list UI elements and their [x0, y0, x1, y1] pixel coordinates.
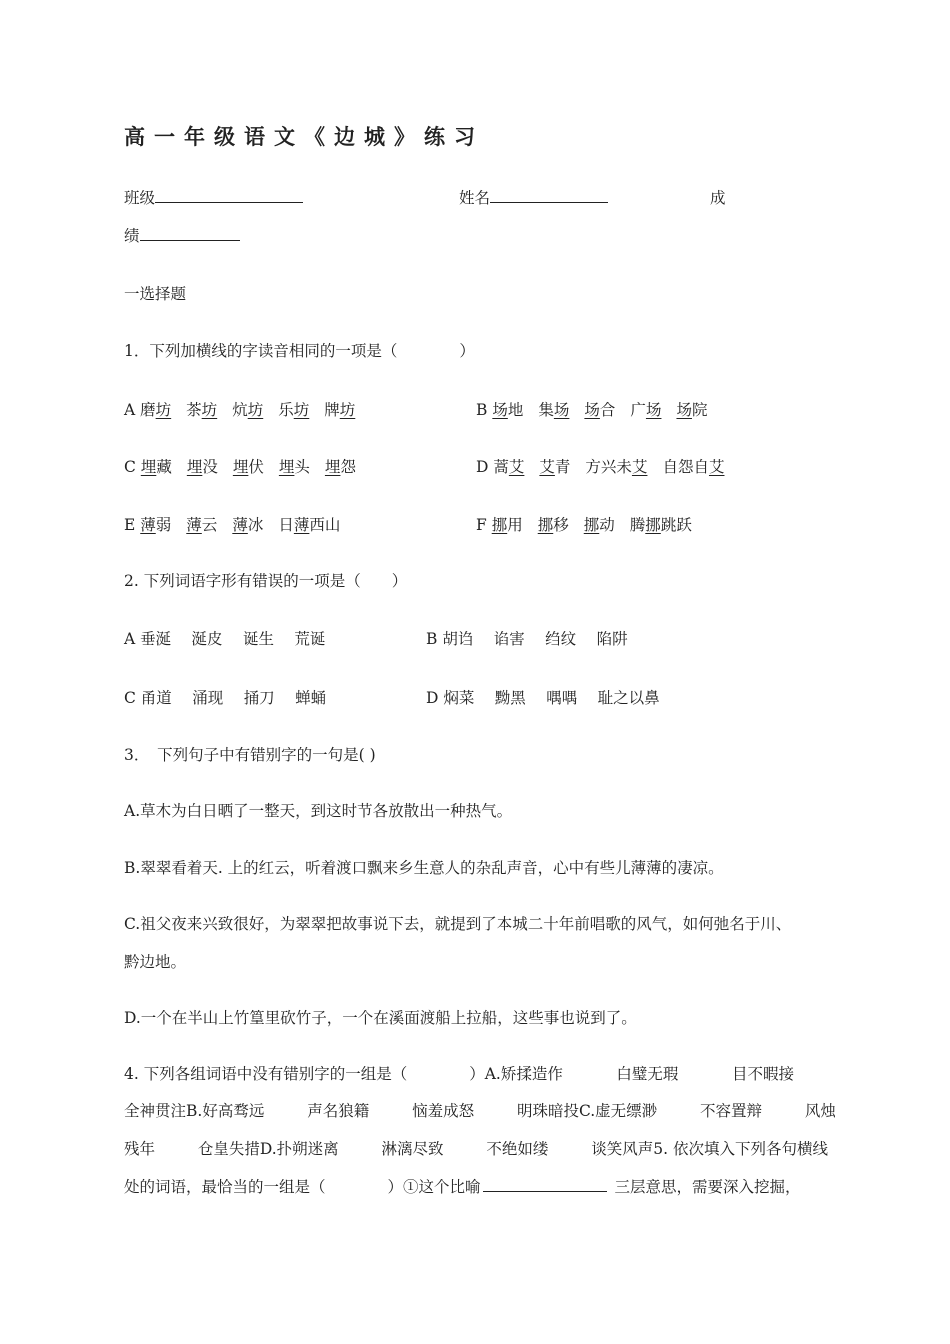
underlined-char: 埋: [324, 458, 341, 476]
option-word: 埋怨: [324, 458, 356, 476]
class-label: 班级: [124, 189, 156, 207]
q1-option-b: [476, 398, 707, 420]
option-word: 蒿艾: [493, 458, 525, 476]
underlined-char: 场: [676, 401, 692, 419]
option-word: 薄弱: [140, 516, 172, 534]
q2-option-c: C 甬道 涌现 捅刀 蝉蛹: [124, 689, 327, 707]
option-word: 埋伏: [232, 458, 264, 476]
q4-segment: 残年: [124, 1140, 156, 1158]
underlined-char: 埋: [140, 458, 157, 476]
q2-option-d: D 焖菜 黝黑 喁喁 耻之以鼻: [426, 689, 660, 707]
q4-segment: 不容置辩: [700, 1102, 763, 1120]
option-word: 集场: [538, 401, 570, 419]
q4-line-4: [124, 1175, 801, 1197]
underlined-char: 埋: [186, 458, 203, 476]
q3-option-d: D.一个在半山上竹篁里砍竹子，一个在溪面渡船上拉船，这些事也说到了。: [124, 1009, 637, 1027]
q1-option-a: [124, 398, 355, 420]
score-blank[interactable]: [140, 225, 240, 241]
page-title: 高一年级语文《边城》练习: [124, 124, 484, 149]
underlined-char: 薄: [140, 516, 156, 534]
q4-segment: 风烛: [804, 1102, 836, 1120]
q4-segment: 全神贯注B.好高骛远: [124, 1102, 265, 1120]
q4-segment: 声名狼籍: [307, 1102, 370, 1120]
option-word: 场院: [676, 401, 708, 419]
option-letter: B: [476, 401, 493, 419]
q4-segment: 明珠暗投C.虚无缥渺: [516, 1102, 658, 1120]
underlined-char: 埋: [232, 458, 249, 476]
option-word: 自怨自艾: [662, 458, 725, 476]
score-label-part1: 成: [710, 189, 726, 207]
underlined-char: 艾: [631, 458, 648, 476]
option-word: 艾青: [539, 458, 571, 476]
q3-option-b: B.翠翠看着天. 上的红云，听着渡口飘来乡生意人的杂乱声音，心中有些儿薄薄的凄凉。: [124, 859, 724, 877]
q4-segment: 恼羞成怒: [412, 1102, 475, 1120]
underlined-char: 坊: [247, 401, 264, 419]
q2-option-a: A 垂涎 涎皮 诞生 荒诞: [124, 630, 326, 648]
option-letter: C: [124, 458, 141, 476]
q1-option-e: [124, 513, 340, 535]
underlined-char: 坊: [339, 401, 356, 419]
q2-option-b: B 胡诌 谄害 绉纹 陷阱: [426, 630, 628, 648]
q3-option-c-line1: C.祖父夜来兴致很好，为翠翠把故事说下去，就提到了本城二十年前唱歌的风气，如何弛名于川、: [124, 915, 792, 933]
option-word: 腾挪跳跃: [629, 516, 692, 534]
underlined-char: 薄: [293, 516, 310, 534]
option-word: 埋没: [186, 458, 218, 476]
option-letter: E: [124, 516, 141, 534]
q4-segment: 白璧无瑕: [616, 1065, 679, 1083]
option-word: 挪移: [537, 516, 569, 534]
q1-stem: 1．下列加横线的字读音相同的一项是（ ）: [124, 342, 475, 360]
underlined-char: 薄: [186, 516, 202, 534]
q3-option-a: A.草木为白日晒了一整天，到这时节各放散出一种热气。: [124, 802, 513, 820]
q1-option-c: [124, 455, 356, 477]
option-word: 薄冰: [232, 516, 264, 534]
q5-fill-blank[interactable]: [483, 1176, 607, 1192]
option-letter: A: [124, 401, 141, 419]
option-word: 日薄西山: [278, 516, 341, 534]
underlined-char: 场: [553, 401, 570, 419]
underlined-char: 挪: [645, 516, 661, 534]
q4-segment: 谈笑风声5. 依次填入下列各句横线: [591, 1140, 828, 1158]
underlined-char: 艾: [508, 458, 525, 476]
option-word: 炕坊: [232, 401, 264, 419]
q2-stem: 2. 下列词语字形有错误的一项是（ ）: [124, 572, 408, 590]
option-word: 磨坊: [140, 401, 172, 419]
class-blank[interactable]: [155, 187, 303, 203]
q1-option-f: [476, 513, 692, 535]
option-word: 场地: [492, 401, 524, 419]
option-word: 方兴未艾: [585, 458, 648, 476]
underlined-char: 坊: [155, 401, 172, 419]
underlined-char: 场: [584, 401, 600, 419]
option-word: 薄云: [186, 516, 218, 534]
option-letter: F: [476, 516, 492, 534]
name-field: [459, 186, 608, 208]
name-label: 姓名: [459, 189, 491, 207]
class-field: [124, 186, 303, 208]
option-word: 茶坊: [186, 401, 218, 419]
underlined-char: 挪: [491, 516, 508, 534]
option-word: 牌坊: [324, 401, 356, 419]
option-letter: D: [476, 458, 494, 476]
option-word: 乐坊: [278, 401, 310, 419]
option-word: 挪动: [583, 516, 615, 534]
q4-segment: 仓皇失措D.扑朔迷离: [197, 1140, 339, 1158]
q4-line-3: [124, 1137, 828, 1159]
score-label-part2: 绩: [124, 227, 140, 245]
option-word: 埋头: [278, 458, 310, 476]
section-heading: 一选择题: [124, 285, 187, 303]
q4-segment: 淋漓尽致: [381, 1140, 444, 1158]
q4-line-4-end: 三层意思，需要深入挖掘，: [614, 1178, 801, 1196]
underlined-char: 场: [492, 401, 508, 419]
q4-segment: 目不暇接: [731, 1065, 794, 1083]
q3-option-c-line2: 黔边地。: [124, 953, 187, 971]
option-word: 场合: [584, 401, 616, 419]
name-blank[interactable]: [490, 187, 608, 203]
underlined-char: 艾: [539, 458, 555, 476]
underlined-char: 坊: [201, 401, 218, 419]
q1-option-d: [476, 455, 724, 477]
underlined-char: 挪: [537, 516, 554, 534]
q4-line-4-start: 处的词语，最恰当的一组是（ ）①这个比喻: [124, 1178, 481, 1196]
underlined-char: 埋: [278, 458, 295, 476]
option-word: 埋藏: [140, 458, 172, 476]
option-word: 广场: [630, 401, 662, 419]
underlined-char: 挪: [583, 516, 600, 534]
q4-segment: 4. 下列各组词语中没有错别字的一组是（ ）A.矫揉造作: [124, 1065, 563, 1083]
q3-stem: 3． 下列句子中有错别字的一句是( ): [124, 746, 376, 764]
underlined-char: 场: [645, 401, 662, 419]
q4-segment: 不绝如缕: [486, 1140, 549, 1158]
q4-line-2: [124, 1099, 836, 1121]
q4-line-1: [124, 1062, 794, 1084]
underlined-char: 坊: [293, 401, 310, 419]
score-field: [124, 224, 240, 246]
underlined-char: 艾: [708, 458, 725, 476]
underlined-char: 薄: [232, 516, 248, 534]
option-word: 挪用: [491, 516, 523, 534]
